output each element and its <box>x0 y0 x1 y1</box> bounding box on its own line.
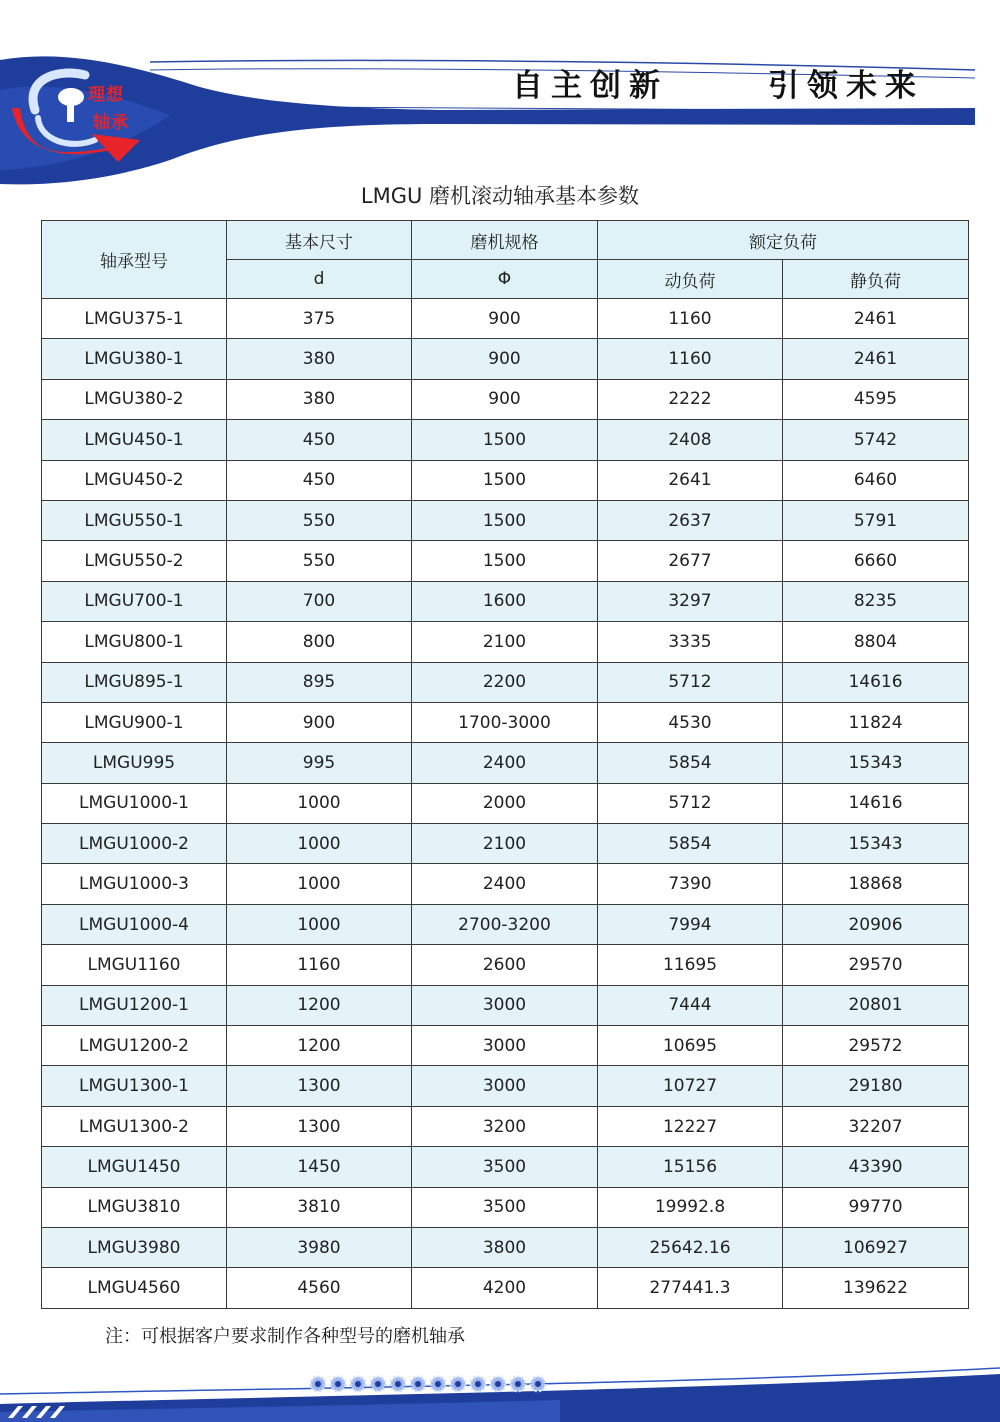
cell-mill-spec: 2100 <box>412 622 598 662</box>
cell-mill-spec: 3500 <box>412 1147 598 1187</box>
table-row <box>42 985 969 1025</box>
cell-mill-spec: 3800 <box>412 1227 598 1267</box>
page-footer <box>0 1354 1000 1422</box>
cell-dynamic-load: 3335 <box>598 622 783 662</box>
cell-basic-size: 900 <box>227 702 412 742</box>
cell-model: LMGU1000-3 <box>42 864 227 904</box>
cell-static-load: 14616 <box>783 783 969 823</box>
cell-basic-size: 380 <box>227 379 412 419</box>
cell-mill-spec: 2600 <box>412 945 598 985</box>
cell-basic-size: 1000 <box>227 864 412 904</box>
cell-model: LMGU895-1 <box>42 662 227 702</box>
footnote: 注：可根据客户要求制作各种型号的磨机轴承 <box>105 1326 465 1347</box>
table-row <box>42 1026 969 1066</box>
gear-icon <box>411 1377 425 1391</box>
gear-icon <box>511 1377 525 1391</box>
footer-banner <box>0 1354 1000 1422</box>
cell-dynamic-load: 5712 <box>598 783 783 823</box>
header-mill-spec: 磨机规格 <box>412 221 598 260</box>
table-row <box>42 541 969 581</box>
cell-mill-spec: 3000 <box>412 1066 598 1106</box>
table-row <box>42 1147 969 1187</box>
cell-mill-spec: 1500 <box>412 500 598 540</box>
cell-static-load: 2461 <box>783 339 969 379</box>
table-row <box>42 1187 969 1227</box>
table-row <box>42 945 969 985</box>
cell-dynamic-load: 2222 <box>598 379 783 419</box>
header-mill-spec-sub: Φ <box>412 260 598 299</box>
table-row <box>42 581 969 621</box>
slogan-left: 自主创新 <box>512 68 668 104</box>
gear-icon <box>471 1377 485 1391</box>
gear-icon <box>391 1377 405 1391</box>
gear-icon <box>311 1377 325 1391</box>
cell-model: LMGU550-1 <box>42 500 227 540</box>
cell-dynamic-load: 2408 <box>598 420 783 460</box>
cell-dynamic-load: 5854 <box>598 824 783 864</box>
cell-basic-size: 1200 <box>227 1026 412 1066</box>
cell-static-load: 29180 <box>783 1066 969 1106</box>
cell-dynamic-load: 10695 <box>598 1026 783 1066</box>
table-row <box>42 824 969 864</box>
cell-model: LMGU1300-2 <box>42 1106 227 1146</box>
header-model: 轴承型号 <box>42 221 227 299</box>
page-header <box>0 0 1000 190</box>
cell-static-load: 29570 <box>783 945 969 985</box>
cell-model: LMGU800-1 <box>42 622 227 662</box>
cell-basic-size: 1000 <box>227 824 412 864</box>
cell-dynamic-load: 5712 <box>598 662 783 702</box>
cell-basic-size: 550 <box>227 500 412 540</box>
cell-mill-spec: 900 <box>412 339 598 379</box>
cell-basic-size: 3810 <box>227 1187 412 1227</box>
cell-static-load: 11824 <box>783 702 969 742</box>
cell-basic-size: 450 <box>227 460 412 500</box>
cell-mill-spec: 3000 <box>412 1026 598 1066</box>
cell-mill-spec: 900 <box>412 299 598 339</box>
cell-dynamic-load: 11695 <box>598 945 783 985</box>
cell-dynamic-load: 3297 <box>598 581 783 621</box>
cell-model: LMGU1160 <box>42 945 227 985</box>
cell-model: LMGU1000-1 <box>42 783 227 823</box>
cell-static-load: 4595 <box>783 379 969 419</box>
gear-decoration <box>311 1377 545 1391</box>
cell-dynamic-load: 25642.16 <box>598 1227 783 1267</box>
table-row <box>42 299 969 339</box>
cell-basic-size: 1200 <box>227 985 412 1025</box>
cell-dynamic-load: 2637 <box>598 500 783 540</box>
cell-static-load: 8804 <box>783 622 969 662</box>
bearing-parameter-table <box>41 220 969 1309</box>
cell-basic-size: 1300 <box>227 1066 412 1106</box>
cell-static-load: 32207 <box>783 1106 969 1146</box>
cell-dynamic-load: 10727 <box>598 1066 783 1106</box>
cell-static-load: 6660 <box>783 541 969 581</box>
cell-static-load: 6460 <box>783 460 969 500</box>
cell-mill-spec: 1700-3000 <box>412 702 598 742</box>
cell-basic-size: 1160 <box>227 945 412 985</box>
cell-mill-spec: 2100 <box>412 824 598 864</box>
cell-model: LMGU900-1 <box>42 702 227 742</box>
table-row <box>42 622 969 662</box>
cell-static-load: 14616 <box>783 662 969 702</box>
cell-dynamic-load: 1160 <box>598 339 783 379</box>
table-header <box>42 221 969 299</box>
cell-basic-size: 800 <box>227 622 412 662</box>
cell-mill-spec: 3200 <box>412 1106 598 1146</box>
table-row <box>42 1106 969 1146</box>
cell-static-load: 20906 <box>783 904 969 944</box>
cell-model: LMGU1200-2 <box>42 1026 227 1066</box>
cell-model: LMGU3810 <box>42 1187 227 1227</box>
cell-basic-size: 895 <box>227 662 412 702</box>
cell-model: LMGU1300-1 <box>42 1066 227 1106</box>
cell-static-load: 15343 <box>783 824 969 864</box>
cell-model: LMGU1000-2 <box>42 824 227 864</box>
cell-basic-size: 550 <box>227 541 412 581</box>
slogan-right: 引领未来 <box>768 68 924 104</box>
table-row <box>42 702 969 742</box>
cell-mill-spec: 2000 <box>412 783 598 823</box>
cell-basic-size: 1450 <box>227 1147 412 1187</box>
cell-dynamic-load: 7444 <box>598 985 783 1025</box>
cell-dynamic-load: 15156 <box>598 1147 783 1187</box>
cell-model: LMGU450-1 <box>42 420 227 460</box>
cell-basic-size: 3980 <box>227 1227 412 1267</box>
cell-mill-spec: 1500 <box>412 460 598 500</box>
cell-static-load: 5791 <box>783 500 969 540</box>
cell-basic-size: 1000 <box>227 783 412 823</box>
cell-static-load: 2461 <box>783 299 969 339</box>
header-static-load: 静负荷 <box>783 260 969 299</box>
cell-dynamic-load: 19992.8 <box>598 1187 783 1227</box>
cell-static-load: 43390 <box>783 1147 969 1187</box>
cell-model: LMGU380-2 <box>42 379 227 419</box>
header-dynamic-load: 动负荷 <box>598 260 783 299</box>
cell-model: LMGU1200-1 <box>42 985 227 1025</box>
cell-dynamic-load: 4530 <box>598 702 783 742</box>
table-row <box>42 379 969 419</box>
cell-static-load: 18868 <box>783 864 969 904</box>
table-row <box>42 1268 969 1308</box>
header-basic-size-sub: d <box>227 260 412 299</box>
cell-basic-size: 4560 <box>227 1268 412 1308</box>
gear-icon <box>491 1377 505 1391</box>
cell-basic-size: 995 <box>227 743 412 783</box>
table-row <box>42 864 969 904</box>
table-row <box>42 1066 969 1106</box>
cell-model: LMGU1000-4 <box>42 904 227 944</box>
table-row <box>42 662 969 702</box>
table-row <box>42 743 969 783</box>
cell-static-load: 139622 <box>783 1268 969 1308</box>
logo-text-line2: 轴承 <box>93 113 129 133</box>
table-row <box>42 1227 969 1267</box>
cell-dynamic-load: 12227 <box>598 1106 783 1146</box>
table-row <box>42 783 969 823</box>
header-basic-size: 基本尺寸 <box>227 221 412 260</box>
cell-basic-size: 450 <box>227 420 412 460</box>
cell-basic-size: 1000 <box>227 904 412 944</box>
cell-mill-spec: 2700-3200 <box>412 904 598 944</box>
cell-dynamic-load: 5854 <box>598 743 783 783</box>
table-row <box>42 339 969 379</box>
gear-icon <box>371 1377 385 1391</box>
cell-dynamic-load: 7390 <box>598 864 783 904</box>
cell-basic-size: 700 <box>227 581 412 621</box>
cell-dynamic-load: 1160 <box>598 299 783 339</box>
cell-static-load: 15343 <box>783 743 969 783</box>
table-row <box>42 500 969 540</box>
cell-static-load: 106927 <box>783 1227 969 1267</box>
cell-model: LMGU380-1 <box>42 339 227 379</box>
cell-static-load: 8235 <box>783 581 969 621</box>
gear-icon <box>351 1377 365 1391</box>
cell-model: LMGU550-2 <box>42 541 227 581</box>
gear-icon <box>331 1377 345 1391</box>
header-rated-load: 额定负荷 <box>598 221 969 260</box>
cell-static-load: 99770 <box>783 1187 969 1227</box>
cell-mill-spec: 1600 <box>412 581 598 621</box>
cell-static-load: 29572 <box>783 1026 969 1066</box>
cell-model: LMGU700-1 <box>42 581 227 621</box>
cell-mill-spec: 2400 <box>412 743 598 783</box>
cell-mill-spec: 1500 <box>412 420 598 460</box>
cell-model: LMGU1450 <box>42 1147 227 1187</box>
cell-dynamic-load: 7994 <box>598 904 783 944</box>
cell-model: LMGU375-1 <box>42 299 227 339</box>
page-title: LMGU 磨机滚动轴承基本参数 <box>360 184 640 208</box>
cell-basic-size: 380 <box>227 339 412 379</box>
cell-model: LMGU4560 <box>42 1268 227 1308</box>
cell-static-load: 20801 <box>783 985 969 1025</box>
table-row <box>42 420 969 460</box>
cell-dynamic-load: 2641 <box>598 460 783 500</box>
cell-basic-size: 375 <box>227 299 412 339</box>
cell-mill-spec: 900 <box>412 379 598 419</box>
cell-dynamic-load: 2677 <box>598 541 783 581</box>
cell-basic-size: 1300 <box>227 1106 412 1146</box>
cell-mill-spec: 2400 <box>412 864 598 904</box>
cell-model: LMGU450-2 <box>42 460 227 500</box>
table-row <box>42 904 969 944</box>
cell-mill-spec: 4200 <box>412 1268 598 1308</box>
cell-mill-spec: 3500 <box>412 1187 598 1227</box>
cell-mill-spec: 2200 <box>412 662 598 702</box>
gear-icon <box>431 1377 445 1391</box>
cell-mill-spec: 1500 <box>412 541 598 581</box>
cell-model: LMGU995 <box>42 743 227 783</box>
gear-icon <box>531 1377 545 1391</box>
cell-static-load: 5742 <box>783 420 969 460</box>
cell-mill-spec: 3000 <box>412 985 598 1025</box>
table-row <box>42 460 969 500</box>
cell-dynamic-load: 277441.3 <box>598 1268 783 1308</box>
cell-model: LMGU3980 <box>42 1227 227 1267</box>
table-body <box>42 299 969 1309</box>
gear-icon <box>451 1377 465 1391</box>
logo-text-line1: 理想 <box>88 85 124 105</box>
